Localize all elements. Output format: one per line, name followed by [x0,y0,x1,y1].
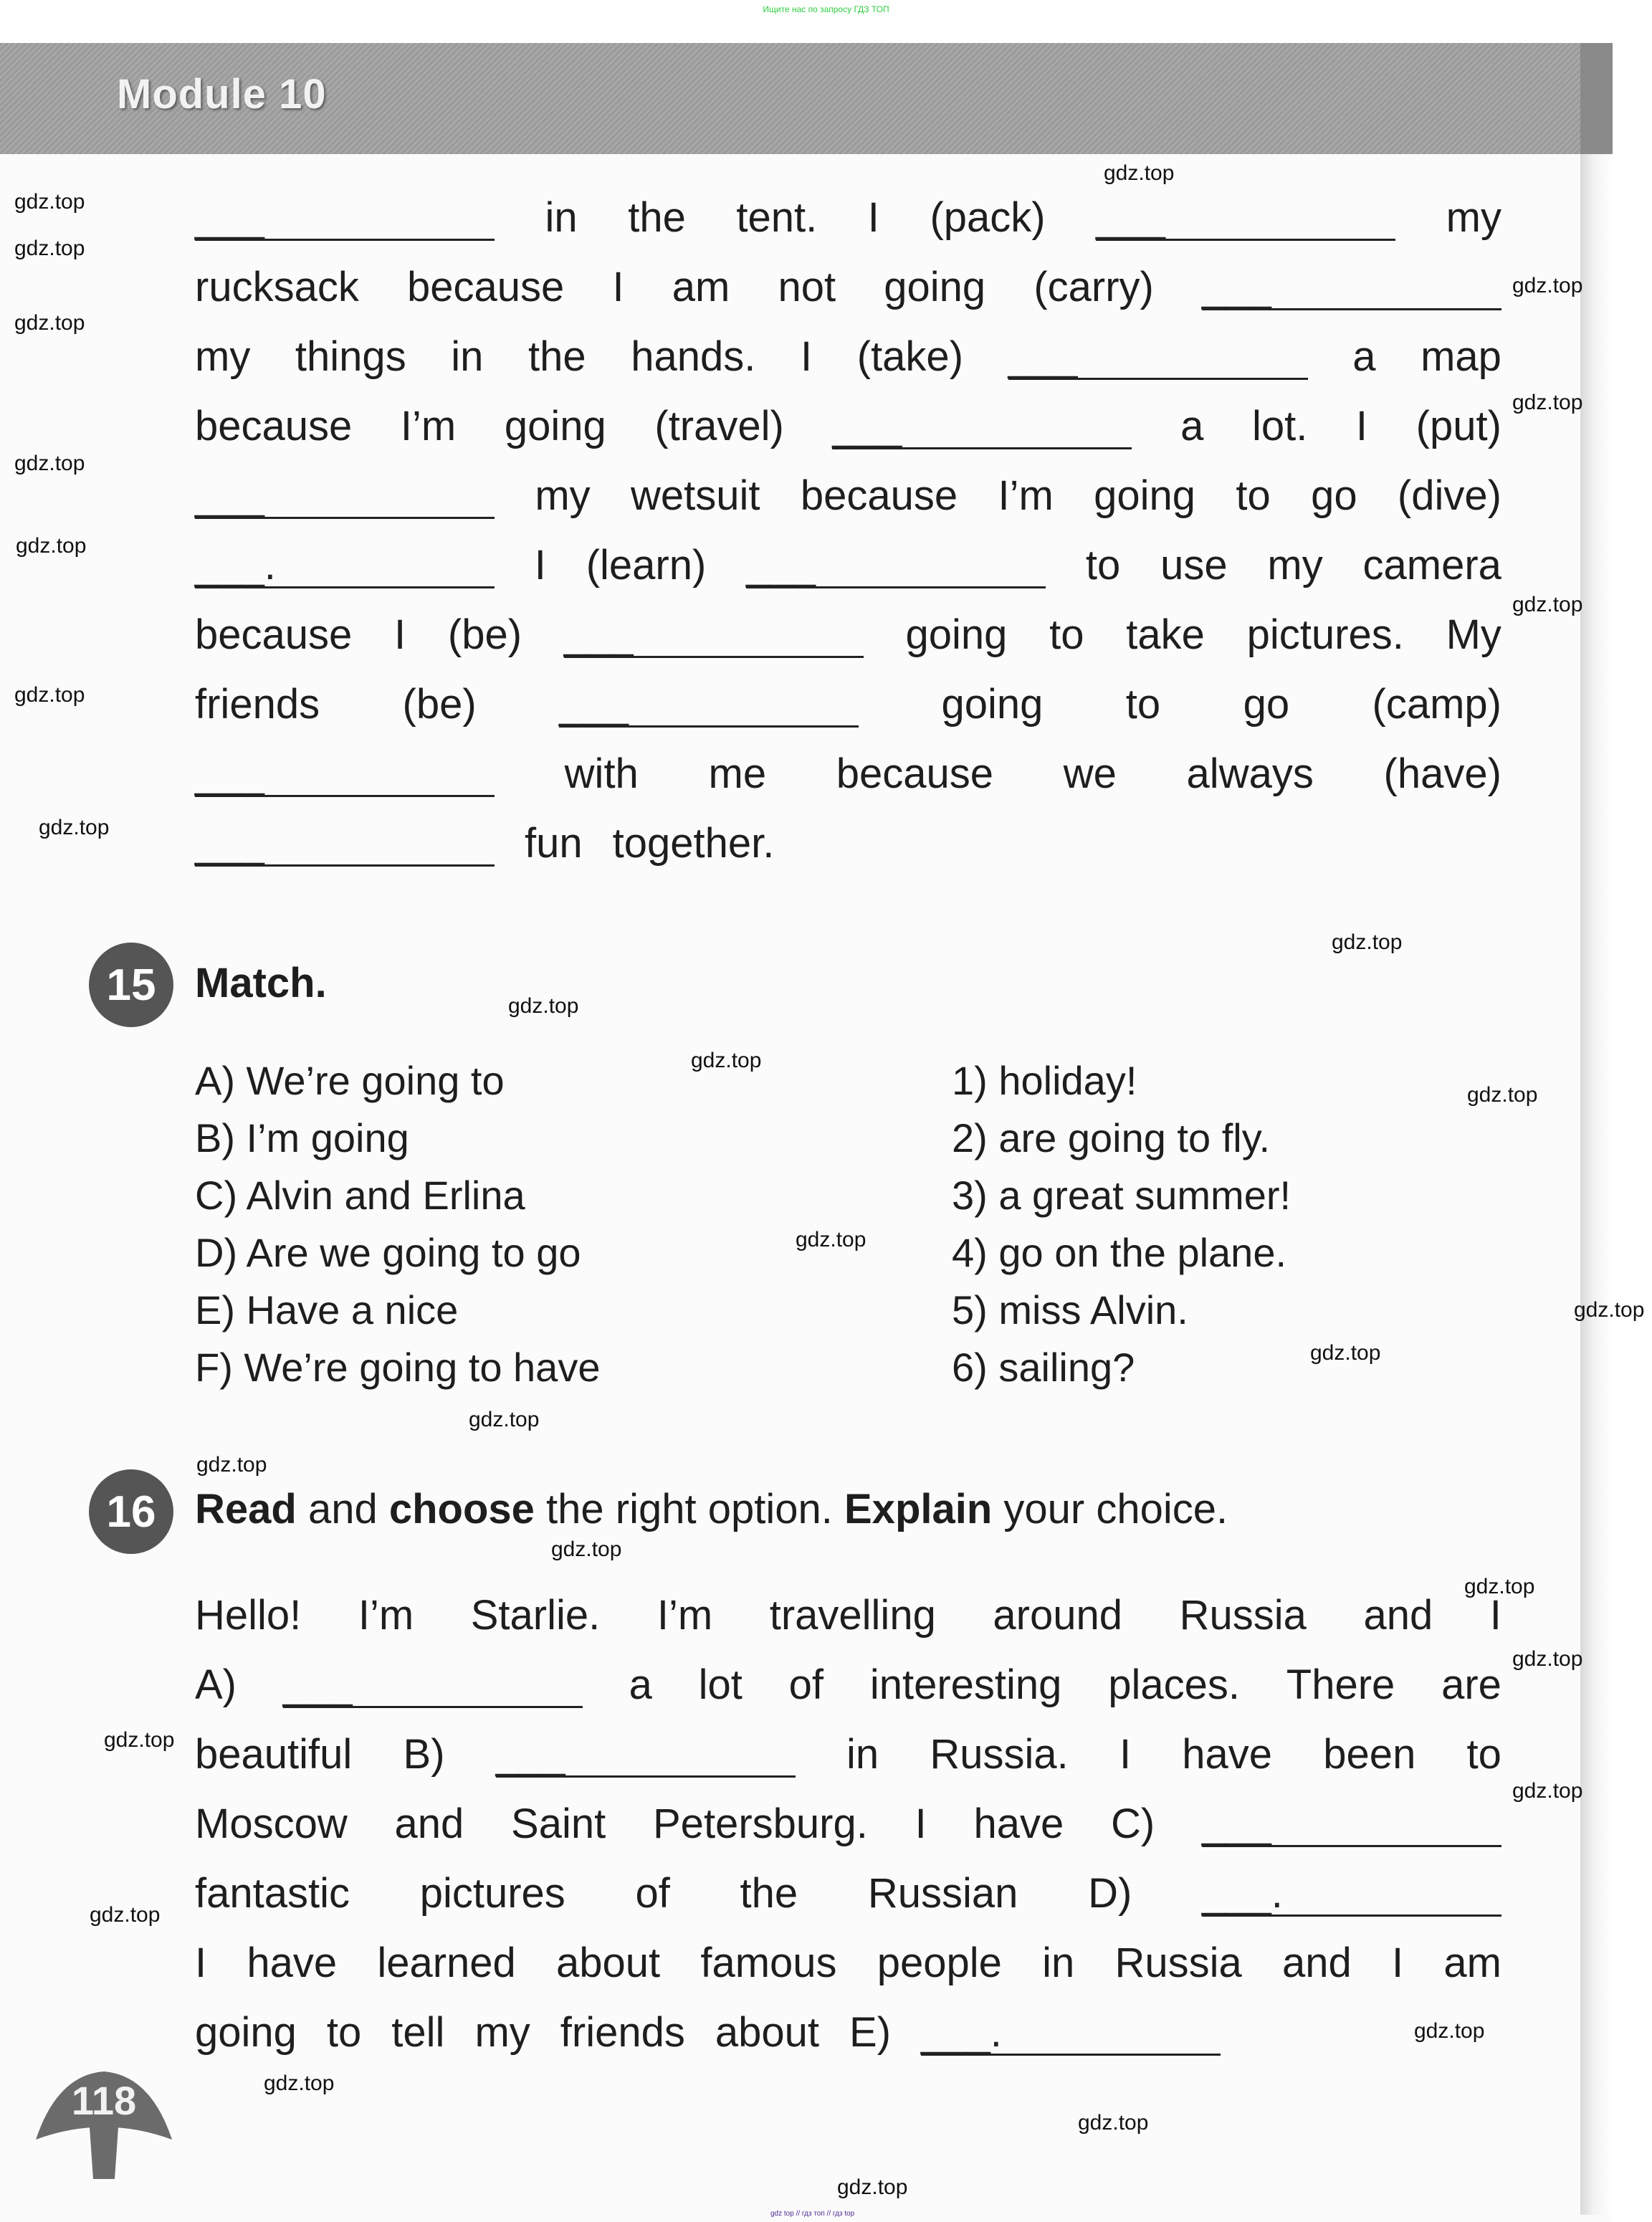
word: I [1119,1731,1132,1778]
title-right-option: the right option. [546,1486,833,1532]
watermark-text: gdz.top [196,1453,267,1477]
word: I [915,1801,927,1847]
word: I [1391,1940,1404,1986]
watermark-text: gdz.top [1464,1575,1535,1598]
word: pictures [419,1870,565,1917]
word: take [1126,611,1205,658]
watermark-text: gdz.top [14,683,85,707]
ex14-line [195,194,1501,251]
answer-blank[interactable]: ___. [921,2012,1221,2056]
word: going [1094,472,1196,519]
word: (be) [402,681,477,728]
word: the [740,1870,798,1917]
word: friends [560,2009,685,2056]
word: C) [1111,1801,1155,1847]
answer-blank[interactable]: ___ [195,753,495,797]
word: friends [195,681,320,728]
word: me [708,750,767,797]
word: and [394,1801,464,1847]
answer-blank[interactable]: ___. [1202,1873,1501,1917]
word: learned [377,1940,516,1986]
word: and [1282,1940,1352,1986]
word: a [1180,403,1204,449]
word: in [451,333,484,380]
watermark-text: gdz.top [39,816,110,839]
word: There [1286,1661,1395,1708]
page-number-mushroom-icon [29,2071,179,2179]
ex14-line [195,333,1501,390]
watermark-text: gdz.top [469,1408,540,1431]
answer-blank[interactable]: ___ [564,614,864,658]
watermark-text: gdz.top [264,2071,335,2095]
search-hint-banner: Ищите нас по запросу ГДЗ ТОП [763,4,889,14]
word: are [1441,1661,1501,1708]
word: to [1236,472,1271,519]
word: I [394,611,406,658]
answer-blank[interactable]: ___. [195,545,495,588]
ex16-line [195,1591,1501,1649]
match-right-item: 2) are going to fly. [952,1115,1271,1160]
word: in [846,1731,879,1778]
word: travelling [769,1592,936,1639]
word: my [1446,194,1501,241]
watermark-text: gdz.top [14,237,85,260]
word: Russia [1114,1940,1242,1986]
answer-blank[interactable]: ___ [559,684,859,728]
match-right-item: 1) holiday! [952,1058,1137,1103]
word: (dive) [1397,472,1501,519]
word: always [1186,750,1314,797]
word: am [1443,1940,1501,1986]
word: Starlie. [470,1592,601,1639]
word: beautiful [195,1731,353,1778]
word: in [545,194,578,241]
word: my [474,2009,530,2056]
title-read: Read [195,1486,297,1532]
answer-blank[interactable]: ___ [195,475,495,519]
word: (be) [447,611,522,658]
match-right-item: 3) a great summer! [952,1173,1291,1218]
watermark-text: gdz.top [1078,2111,1149,2135]
match-left-item: B) I’m going [195,1115,409,1160]
watermark-text: gdz.top [837,2175,908,2199]
word: been [1323,1731,1416,1778]
word: because [195,403,353,449]
watermark-text: gdz.top [1332,930,1403,954]
word: things [295,333,406,380]
word: the [628,194,686,241]
word: I [1355,403,1368,449]
word: interesting [869,1661,1062,1708]
ex16-line [195,1730,1501,1788]
word: Russia. [930,1731,1069,1778]
word: B) [403,1731,445,1778]
word: (put) [1415,403,1501,449]
page-number: 118 [71,2078,137,2123]
match-left-item: D) Are we going to go [195,1230,581,1275]
answer-blank[interactable]: ___ [1202,1803,1501,1847]
answer-blank[interactable]: ___ [195,197,495,241]
watermark-text: gdz.top [1414,2019,1485,2043]
word: going [195,2009,297,2056]
footer-watermark: gdz top // гдз топ // гдз top [770,2210,855,2218]
word: lot. [1251,403,1308,449]
word: together. [612,820,775,867]
ex14-line [195,402,1501,459]
word: go [1311,472,1357,519]
ex16-line [195,1661,1501,1718]
watermark-text: gdz.top [1512,274,1583,297]
ex14-line [195,750,1501,807]
word: have [247,1940,338,1986]
word: around [993,1592,1123,1639]
title-your-choice: your choice. [1003,1486,1228,1532]
word: we [1063,750,1117,797]
watermark-text: gdz.top [104,1728,175,1752]
answer-blank[interactable]: ___ [195,823,495,867]
word: (pack) [930,194,1046,241]
word: Moscow [195,1801,348,1847]
answer-blank[interactable]: ___ [283,1664,583,1708]
word: going [905,611,1008,658]
ex14-line [195,680,1501,738]
word: going [884,264,986,310]
word: camera [1362,542,1501,588]
word: map [1421,333,1501,380]
watermark-text: gdz.top [14,452,85,475]
word: (camp) [1372,681,1501,728]
word: with [564,750,639,797]
word: I’m [998,472,1054,519]
answer-blank[interactable]: ___ [1008,336,1308,380]
word: to [1466,1731,1501,1778]
word: (take) [856,333,964,380]
word: tent. [736,194,818,241]
word: have [1182,1731,1273,1778]
word: about [715,2009,820,2056]
word: to [326,2009,362,2056]
exercise-16-title [195,1485,1228,1533]
word: (have) [1383,750,1501,797]
watermark-text: gdz.top [796,1228,866,1251]
word: Hello! [195,1592,302,1639]
match-right-item: 4) go on the plane. [952,1230,1287,1275]
word: am [672,264,730,310]
watermark-text: gdz.top [1512,1647,1583,1671]
word: Russia [1179,1592,1307,1639]
ex16-line [195,1869,1501,1927]
word: my [1267,542,1323,588]
word: rucksack [195,264,359,310]
word: I [612,264,624,310]
answer-blank[interactable]: ___ [1096,197,1395,241]
word: my [535,472,591,519]
word: because [836,750,994,797]
exercise-16-badge: 16 [89,1469,173,1554]
answer-blank[interactable]: ___ [746,545,1046,588]
word: a [629,1661,652,1708]
match-left-item: E) Have a nice [195,1287,459,1332]
word: fantastic [195,1870,350,1917]
word: go [1243,681,1290,728]
word: to [1049,611,1084,658]
word: not [778,264,836,310]
word: A) [195,1661,237,1708]
watermark-text: gdz.top [16,534,87,558]
word: have [973,1801,1064,1847]
word: I’m [400,403,457,449]
word: I [1489,1592,1501,1639]
word: and [1363,1592,1433,1639]
title-choose: choose [388,1486,535,1532]
match-left-item: A) We’re going to [195,1058,505,1103]
word: fun [525,820,583,867]
word: because [195,611,353,658]
word: about [556,1940,661,1986]
word: going [504,403,606,449]
watermark-text: gdz.top [1512,593,1583,616]
word: Saint [511,1801,606,1847]
watermark-text: gdz.top [508,994,579,1018]
watermark-text: gdz.top [1467,1083,1538,1107]
title-and: and [307,1486,378,1532]
exercise-15-badge: 15 [89,943,173,1027]
word: wetsuit [630,472,760,519]
answer-blank[interactable]: ___ [832,406,1132,449]
match-left-item: C) Alvin and Erlina [195,1173,525,1218]
watermark-text: gdz.top [551,1537,622,1561]
match-left-item: F) We’re going to have [195,1345,601,1390]
ex14-line [195,472,1501,529]
watermark-text: gdz.top [691,1049,762,1072]
watermark-text: gdz.top [90,1903,161,1927]
word: E) [849,2009,892,2056]
word: (carry) [1033,264,1154,310]
watermark-text: gdz.top [14,311,85,335]
word: pictures. [1246,611,1404,658]
word: hands. [631,333,756,380]
word: to [1085,542,1121,588]
word: My [1446,611,1501,658]
watermark-text: gdz.top [1512,1779,1583,1803]
word: I [195,1940,207,1986]
word: use [1160,542,1228,588]
match-right-item: 6) sailing? [952,1345,1135,1390]
watermark-text: gdz.top [1310,1341,1381,1365]
watermark-text: gdz.top [1512,391,1583,414]
match-right-item: 5) miss Alvin. [952,1287,1188,1332]
word: people [877,1940,1002,1986]
watermark-text: gdz.top [1104,161,1175,185]
word: lot [698,1661,743,1708]
ex14-line [195,819,1501,877]
ex14-line [195,263,1501,320]
word: going [941,681,1044,728]
word: the [528,333,586,380]
word: I’m [358,1592,414,1639]
word: I [801,333,813,380]
word: a [1352,333,1376,380]
word: D) [1088,1870,1132,1917]
word: to [1125,681,1161,728]
word: because [406,264,565,310]
word: famous [700,1940,837,1986]
word: Petersburg. [653,1801,868,1847]
word: of [788,1661,824,1708]
word: places. [1108,1661,1240,1708]
word: my [195,333,251,380]
word: tell [391,2009,445,2056]
word: in [1042,1940,1075,1986]
page-edge-shadow [1580,43,1613,2215]
ex16-line [195,1939,1501,1996]
ex16-line [195,2008,1501,2066]
word: Russian [867,1870,1018,1917]
ex14-line [195,541,1501,599]
word: I’m [656,1592,713,1639]
ex16-line [195,1800,1501,1857]
word: because [800,472,958,519]
answer-blank[interactable]: ___ [1202,267,1501,310]
module-title: Module 10 [117,71,327,118]
watermark-text: gdz.top [14,190,85,214]
word: I [534,542,546,588]
word: (travel) [654,403,784,449]
word: I [867,194,879,241]
answer-blank[interactable]: ___ [496,1734,796,1778]
exercise-15-title: Match. [195,960,327,1006]
watermark-text: gdz.top [1574,1298,1645,1322]
word: of [635,1870,670,1917]
ex14-line [195,611,1501,668]
title-explain: Explain [844,1486,993,1532]
word: (learn) [586,542,707,588]
